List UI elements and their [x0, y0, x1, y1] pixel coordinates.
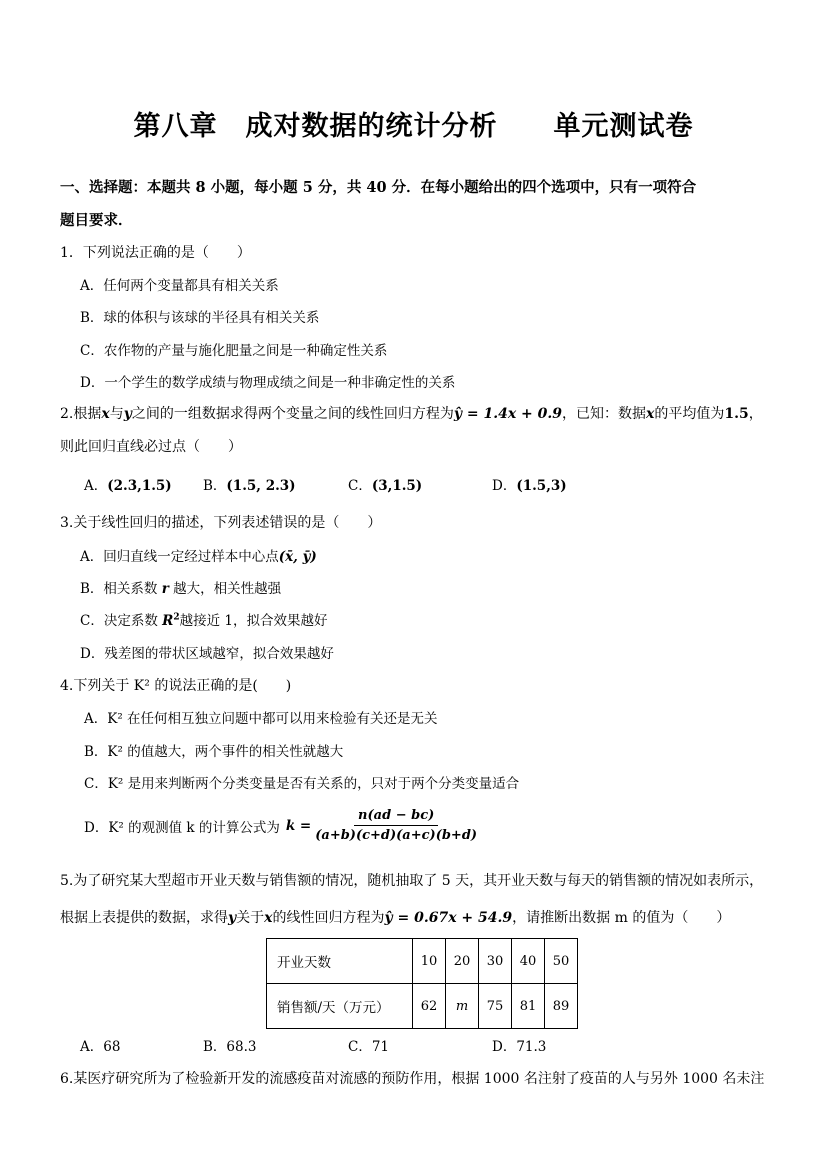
q2-option-d-point: (1.5,3): [516, 478, 567, 494]
q2-option-c-point: (3,1.5): [371, 478, 423, 494]
q4-formula-denominator: (a+b)(c+d)(a+c)(b+d): [315, 828, 478, 843]
question-4-option-a: A．K² 在任何相互独立问题中都可以用来检验有关还是无关: [84, 711, 438, 727]
q3-option-b-text-1: B．相关系数: [80, 581, 158, 597]
question-1-stem: 1．下列说法正确的是（ ）: [60, 245, 251, 261]
section-heading-line1: 一、选择题：本题共 8 小题，每小题 5 分，共 40 分．在每小题给出的四个选项中，只有一项符合: [60, 179, 697, 196]
question-1-option-d: D．一个学生的数学成绩与物理成绩之间是一种非确定性的关系: [80, 375, 456, 391]
q3-option-b-text-2: 越大，相关性越强: [173, 581, 282, 597]
question-3-option-c: [80, 609, 328, 629]
q2-text-2: 与: [109, 406, 124, 422]
question-3-option-a: [80, 545, 317, 565]
q3-var-R-exponent: 2: [173, 612, 180, 623]
question-1-option-c: C．农作物的产量与施化肥量之间是一种确定性关系: [80, 343, 388, 359]
table-cell: 40: [512, 939, 545, 984]
table-cell: 30: [479, 939, 512, 984]
question-1-option-a: A．任何两个变量都具有相关关系: [80, 278, 279, 294]
question-4-option-c: C．K² 是用来判断两个分类变量是否有关系的，只对于两个分类变量适合: [84, 776, 520, 792]
table-cell: 89: [545, 984, 578, 1029]
question-2-stem-line2: 则此回归直线必过点（ ）: [60, 439, 242, 455]
q5-data-table: [266, 938, 578, 1029]
question-1-option-b: B．球的体积与该球的半径具有相关关系: [80, 310, 320, 326]
question-5-option-a: A．68: [80, 1039, 121, 1055]
q2-text-1: 2.根据: [60, 406, 102, 422]
q3-option-a-text: A．回归直线一定经过样本中心点: [80, 549, 279, 565]
q2-option-a-label: A．: [84, 478, 108, 494]
question-5-option-b: B．68.3: [203, 1039, 257, 1055]
q2-option-b-label: B．: [203, 478, 227, 494]
q5-var-y: y: [228, 910, 237, 926]
q3-var-R: R: [162, 613, 174, 629]
q4-formula-fraction: [315, 808, 477, 843]
q2-text-3: 之间的一组数据求得两个变量之间的线性回归方程为: [131, 406, 454, 422]
table-cell: 50: [545, 939, 578, 984]
q2-option-c-label: C．: [348, 478, 372, 494]
question-5-stem-line1: 5.为了研究某大型超市开业天数与销售额的情况，随机抽取了 5 天，其开业天数与每天的销售额的情况如表所示，: [60, 873, 764, 889]
q2-var-x-2: x: [646, 406, 655, 422]
table-cell: 62: [413, 984, 446, 1029]
table-row: [267, 984, 578, 1029]
question-6-stem-line1: 6.某医疗研究所为了检验新开发的流感疫苗对流感的预防作用，根据 1000 名注射了疫苗的人与另外 1000 名未注: [60, 1071, 765, 1087]
question-2-stem: [60, 403, 763, 423]
q2-var-y: y: [123, 406, 132, 422]
q3-var-r: r: [161, 581, 169, 597]
q5-regression-equation: ŷ = 0.67x + 54.9: [384, 910, 513, 926]
question-4-option-d: [84, 808, 477, 843]
question-2-option-b: [203, 474, 296, 494]
question-2-option-c: [348, 474, 422, 494]
q5-text-4: ，请推断出数据 m 的值为（ ）: [512, 910, 731, 926]
section-heading-line2: 题目要求．: [60, 212, 133, 229]
question-5-stem-line2: [60, 907, 730, 927]
q5-text-3: 的线性回归方程为: [272, 910, 385, 926]
q2-text-6: ，: [748, 406, 763, 422]
q3-option-c-text-1: C．决定系数: [80, 613, 158, 629]
table-cell-unknown-m: m: [446, 984, 479, 1029]
question-5-option-d: D．71.3: [492, 1039, 547, 1055]
table-header-days: 开业天数: [267, 939, 413, 984]
question-2-option-a: [84, 474, 172, 494]
q4-option-d-text: D．K² 的观测值 k 的计算公式为: [84, 819, 280, 836]
table-cell: 81: [512, 984, 545, 1029]
q2-text-5: 的平均值为: [654, 406, 725, 422]
q5-text-2: 关于: [236, 910, 265, 926]
question-4-option-b: B．K² 的值越大，两个事件的相关性就越大: [84, 744, 344, 760]
question-3-option-b: [80, 577, 281, 597]
q2-option-d-label: D．: [492, 478, 517, 494]
q2-var-x: x: [101, 406, 110, 422]
table-row: [267, 939, 578, 984]
question-3-option-d: D．残差图的带状区域越窄，拟合效果越好: [80, 646, 334, 662]
q2-mean-value: 1.5: [724, 406, 749, 422]
question-2-option-d: [492, 474, 567, 494]
table-cell: 75: [479, 984, 512, 1029]
q4-formula-lhs: k =: [285, 817, 312, 834]
question-5-option-c: C．71: [348, 1039, 390, 1055]
page-title: 第八章 成对数据的统计分析 单元测试卷: [133, 111, 694, 142]
q3-sample-center: (x̄, ȳ): [278, 549, 317, 565]
q5-text-1: 根据上表提供的数据，求得: [60, 910, 228, 926]
q2-option-a-point: (2.3,1.5): [107, 478, 172, 494]
question-4-stem: 4.下列关于 K² 的说法正确的是( ): [60, 678, 292, 694]
question-3-stem: 3.关于线性回归的描述，下列表述错误的是（ ）: [60, 515, 382, 531]
q2-option-b-point: (1.5, 2.3): [226, 478, 296, 494]
table-cell: 20: [446, 939, 479, 984]
q2-regression-equation: ŷ = 1.4x + 0.9: [453, 406, 563, 422]
q2-text-4: ，已知：数据: [562, 406, 647, 422]
table-header-sales: 销售额/天（万元）: [267, 984, 413, 1029]
q3-option-c-text-2: 越接近 1，拟合效果越好: [179, 613, 328, 629]
table-cell: 10: [413, 939, 446, 984]
q5-var-x: x: [264, 910, 273, 926]
q4-formula-numerator: n(ad − bc): [354, 808, 438, 826]
